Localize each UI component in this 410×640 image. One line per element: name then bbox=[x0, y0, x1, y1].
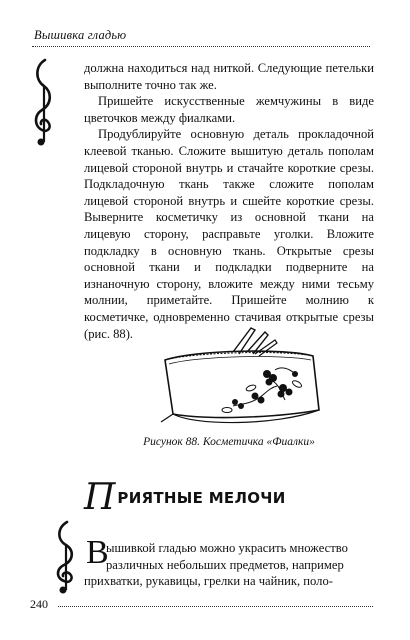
section-text-line-2: различных небольших предметов, например bbox=[106, 557, 344, 572]
page-number: 240 bbox=[30, 597, 48, 611]
section-title-text: РИЯТНЫЕ МЕЛОЧИ bbox=[117, 489, 286, 507]
section-title-initial: П bbox=[84, 477, 116, 518]
section-text-line-3: прихватки, рукавицы, грелки на чайник, поло- bbox=[84, 574, 333, 589]
paragraph-1: должна находиться над ниткой. Следующие петельки выполните точно так же. bbox=[84, 61, 374, 92]
section-title bbox=[84, 478, 374, 518]
drop-cap: В bbox=[86, 534, 109, 571]
body-text bbox=[84, 60, 374, 342]
paragraph-2: Пришейте искусственные жемчужины в виде цветочков между фиалками. bbox=[84, 94, 374, 125]
treble-clef-ornament-icon bbox=[52, 518, 78, 594]
running-head: Вышивка гладью bbox=[34, 28, 127, 42]
cosmetic-bag-illustration bbox=[155, 322, 325, 432]
footer-divider bbox=[58, 606, 373, 607]
header-divider bbox=[32, 46, 370, 47]
treble-clef-ornament-icon bbox=[30, 56, 56, 146]
paragraph-3: Продублируйте основную деталь прокладочной клеевой тканью. Сложите вышитую деталь пополам лицевой стороной внутрь и стачайте короткие срезы. Подкладочную ткань также сложите пополам лицевой стороной внутрь и сшейте короткие срезы. Выверните косметичку из основной ткани на лицевую сторону, расправьте уголки. Вложите подкладку в основную ткань. Открытые срезы основной ткани и подкладки подверните на изнаночную сторону, вложите между ними тесьму молнии, приметайте. Пришейте молнию к косметичке, одновременно стачивая открытые срезы (рис. 88). bbox=[84, 127, 374, 341]
section-text-line-1: ышивкой гладью можно украсить множество bbox=[106, 541, 348, 555]
figure-caption: Рисунок 88. Косметичка «Фиалки» bbox=[143, 436, 315, 448]
section-text bbox=[84, 540, 374, 590]
